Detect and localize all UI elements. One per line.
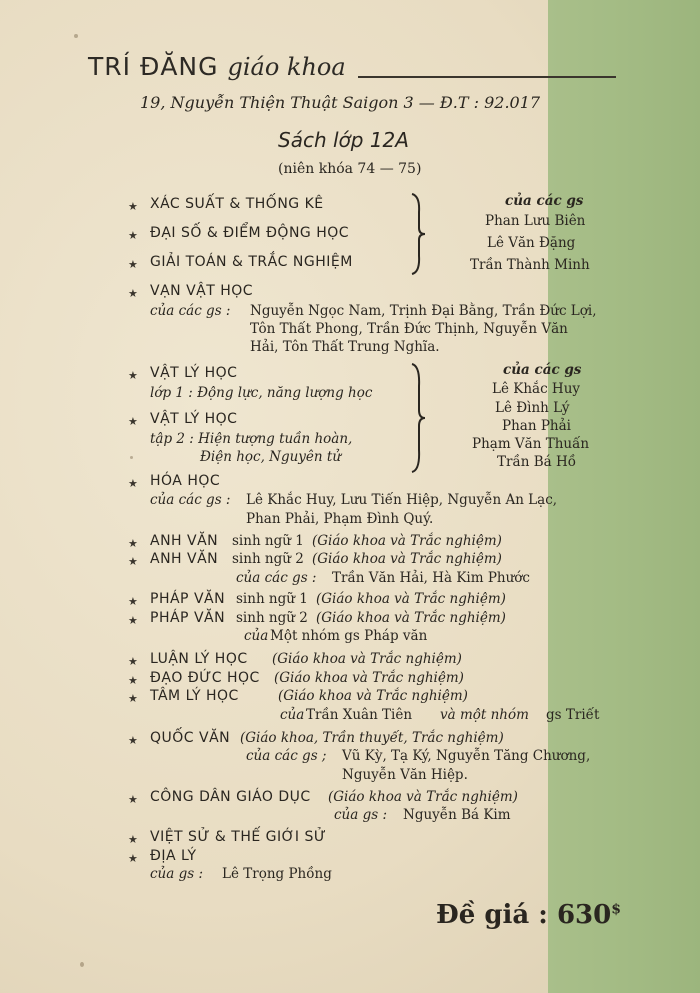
price-label: Đề giá : xyxy=(436,900,548,930)
authors-label: của các gs ; xyxy=(246,748,327,764)
book-note: (Giáo khoa và Trắc nghiệm) xyxy=(312,533,502,549)
catalog-subtitle: Sách lớp 12A xyxy=(278,128,409,152)
book-note: (Giáo khoa và Trắc nghiệm) xyxy=(278,688,468,704)
author-name: Trần Bá Hồ xyxy=(497,454,577,470)
book-title: CÔNG DÂN GIÁO DỤC xyxy=(150,789,311,805)
publisher-name: TRÍ ĐĂNG xyxy=(88,52,219,81)
star-bullet-icon: ★ xyxy=(128,369,138,382)
star-bullet-icon: ★ xyxy=(128,793,138,806)
authors-label: của các gs xyxy=(505,193,584,209)
author-name: Phan Phải xyxy=(502,418,571,434)
authors-line: gs Triết xyxy=(546,707,600,723)
book-subtitle: sinh ngữ 2 xyxy=(232,551,304,567)
star-bullet-icon: ★ xyxy=(128,833,138,846)
publisher-title xyxy=(88,52,346,81)
book-note: (Giáo khoa và Trắc nghiệm) xyxy=(328,789,518,805)
author-name: Lê Văn Đặng xyxy=(487,235,576,251)
authors-label: của các gs xyxy=(503,362,582,378)
star-bullet-icon: ★ xyxy=(128,200,138,213)
star-bullet-icon: ★ xyxy=(128,734,138,747)
author-name: Lê Khắc Huy xyxy=(492,381,581,397)
authors-line: Nguyễn Văn Hiệp. xyxy=(342,767,468,783)
book-title: QUỐC VĂN xyxy=(150,730,231,746)
star-bullet-icon: ★ xyxy=(128,655,138,668)
star-bullet-icon: ★ xyxy=(128,555,138,568)
book-subtitle: sinh ngữ 1 xyxy=(236,591,308,607)
authors-label: của xyxy=(244,628,269,644)
paper-spot xyxy=(80,962,84,967)
book-title: ANH VĂN xyxy=(150,533,219,549)
star-bullet-icon: ★ xyxy=(128,229,138,242)
publisher-subtitle: giáo khoa xyxy=(227,53,346,81)
book-title: HÓA HỌC xyxy=(150,473,221,489)
book-subtitle: lớp 1 : Động lực, năng lượng học xyxy=(150,385,373,401)
book-title: TÂM LÝ HỌC xyxy=(150,688,239,704)
star-bullet-icon: ★ xyxy=(128,852,138,865)
authors-line: Trần Xuân Tiên xyxy=(306,707,413,723)
authors-line: Lê Khắc Huy, Lưu Tiến Hiệp, Nguyễn An Lạc, xyxy=(246,492,558,508)
star-bullet-icon: ★ xyxy=(128,692,138,705)
book-note: (Giáo khoa và Trắc nghiệm) xyxy=(316,591,506,607)
book-title: ĐẠO ĐỨC HỌC xyxy=(150,670,260,686)
header-rule xyxy=(358,76,616,78)
authors-line: Nguyễn Bá Kim xyxy=(403,807,511,823)
paper-spot xyxy=(130,456,133,459)
book-title: VẬT LÝ HỌC xyxy=(150,365,238,381)
authors-line: Nguyễn Ngọc Nam, Trịnh Đại Bằng, Trần Đức Lợi, xyxy=(250,303,597,319)
authors-label: của gs : xyxy=(150,866,204,882)
authors-line: Hải, Tôn Thất Trung Nghĩa. xyxy=(250,339,440,355)
book-subtitle: sinh ngữ 1 xyxy=(232,533,304,549)
book-title: LUẬN LÝ HỌC xyxy=(150,651,248,667)
book-title: ĐỊA LÝ xyxy=(150,848,197,864)
authors-line: Phan Phải, Phạm Đình Quý. xyxy=(246,511,434,527)
school-year: (niên khóa 74 — 75) xyxy=(278,161,422,177)
star-bullet-icon: ★ xyxy=(128,537,138,550)
book-note: (Giáo khoa và Trắc nghiệm) xyxy=(312,551,502,567)
authors-label: của các gs : xyxy=(236,570,317,586)
authors-line: Lê Trọng Phồng xyxy=(222,866,332,882)
star-bullet-icon: ★ xyxy=(128,674,138,687)
authors-line: Trần Văn Hải, Hà Kim Phước xyxy=(332,570,530,586)
book-title: ANH VĂN xyxy=(150,551,219,567)
star-bullet-icon: ★ xyxy=(128,258,138,271)
book-title: VẬT LÝ HỌC xyxy=(150,411,238,427)
book-title: VẠN VẬT HỌC xyxy=(150,283,254,299)
paper-spot xyxy=(74,34,78,38)
green-cover-band xyxy=(548,0,700,993)
star-bullet-icon: ★ xyxy=(128,477,138,490)
book-subtitle: sinh ngữ 2 xyxy=(236,610,308,626)
book-subtitle: Điện học, Nguyên tử xyxy=(200,449,342,465)
book-title: GIẢI TOÁN & TRẮC NGHIỆM xyxy=(150,254,353,270)
author-name: Phạm Văn Thuấn xyxy=(472,436,590,452)
authors-line: Một nhóm gs Pháp văn xyxy=(270,628,428,644)
authors-label: của các gs : xyxy=(150,492,231,508)
star-bullet-icon: ★ xyxy=(128,595,138,608)
book-note: (Giáo khoa và Trắc nghiệm) xyxy=(274,670,464,686)
book-title: VIỆT SỬ & THẾ GIỚI SỬ xyxy=(150,829,327,845)
author-name: Lê Đình Lý xyxy=(495,400,570,416)
authors-label: của các gs : xyxy=(150,303,231,319)
price-currency: $ xyxy=(611,901,621,918)
authors-line: Vũ Kỳ, Tạ Ký, Nguyễn Tăng Chương, xyxy=(342,748,591,764)
book-note: (Giáo khoa và Trắc nghiệm) xyxy=(272,651,462,667)
star-bullet-icon: ★ xyxy=(128,287,138,300)
book-title: ĐẠI SỐ & ĐIỂM ĐỘNG HỌC xyxy=(150,225,350,241)
authors-line: và một nhóm xyxy=(440,707,529,723)
book-title: PHÁP VĂN xyxy=(150,591,226,607)
star-bullet-icon: ★ xyxy=(128,415,138,428)
right-brace-icon xyxy=(408,362,428,474)
price xyxy=(436,900,621,930)
book-note: (Giáo khoa, Trần thuyết, Trắc nghiệm) xyxy=(240,730,504,746)
authors-line: Tôn Thất Phong, Trần Đức Thịnh, Nguyễn Văn xyxy=(250,321,568,337)
author-name: Trần Thành Minh xyxy=(470,257,590,273)
author-name: Phan Lưu Biên xyxy=(485,213,586,229)
star-bullet-icon: ★ xyxy=(128,614,138,627)
authors-label: của xyxy=(280,707,305,723)
authors-label: của gs : xyxy=(334,807,388,823)
publisher-address: 19, Nguyễn Thiện Thuật Saigon 3 — Đ.T : 92.017 xyxy=(140,93,541,112)
price-value: 630 xyxy=(556,900,612,930)
book-subtitle: tập 2 : Hiện tượng tuần hoàn, xyxy=(150,431,353,447)
book-title: PHÁP VĂN xyxy=(150,610,226,626)
book-note: (Giáo khoa và Trắc nghiệm) xyxy=(316,610,506,626)
right-brace-icon xyxy=(408,192,428,276)
book-title: XÁC SUẤT & THỐNG KÊ xyxy=(150,196,324,212)
